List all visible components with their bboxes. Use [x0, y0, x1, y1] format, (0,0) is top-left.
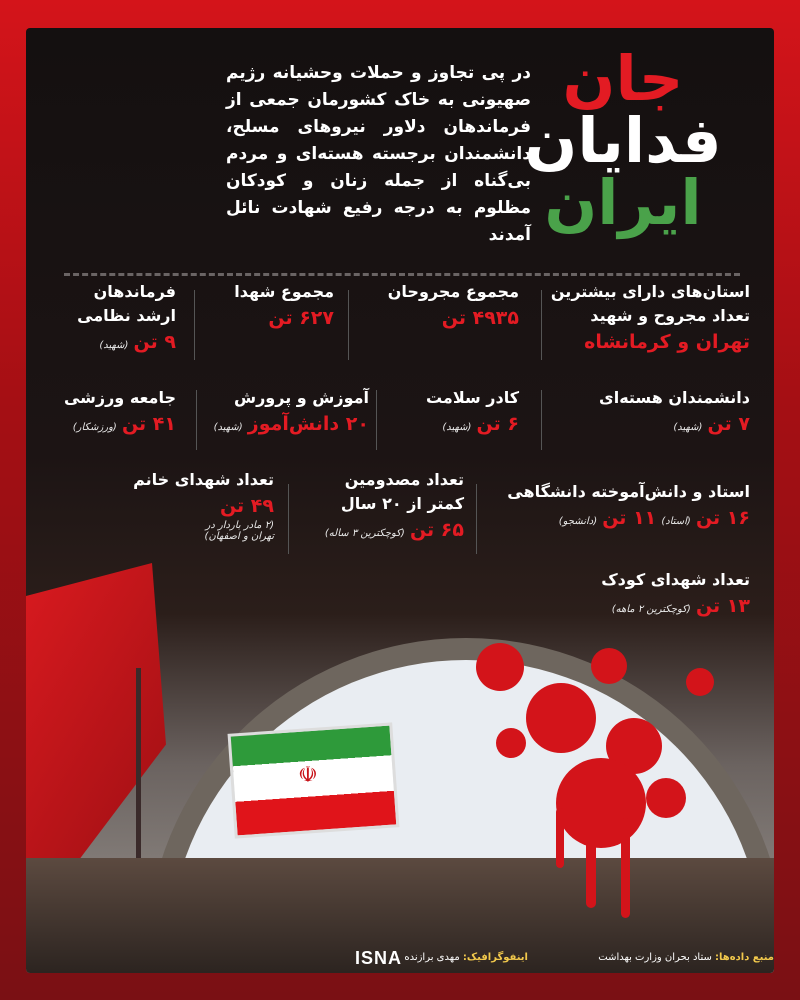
source-label: منبع داده‌ها: — [715, 952, 774, 963]
university-note-2: (دانشجو) — [558, 516, 598, 527]
divider — [288, 484, 289, 554]
scientists-note: (شهید) — [673, 422, 703, 433]
sports-note: (ورزشکار) — [72, 422, 117, 433]
scientists-value: ۷ تن — [707, 413, 750, 435]
injured-value: ۴۹۳۵ تن — [441, 307, 519, 329]
injured-label: مجموع مجروحان — [387, 282, 519, 301]
children-label: تعداد شهدای کودک — [601, 570, 750, 589]
education-label: آموزش و پرورش — [234, 388, 369, 407]
provinces-label-1: استان‌های دارای بیشترین — [550, 282, 750, 301]
education-note: (شهید) — [213, 422, 243, 433]
blood-drip — [621, 818, 630, 918]
under20-note: (کوچکترین ۳ ساله) — [324, 528, 405, 539]
intro-text: در پی تجاوز و حملات وحشیانه رژیم صهیونی به خاک کشورمان جمعی از فرماندهان دلاور نیروهای مسلح، دانشمندان برجسته هسته‌ای و مردم بی‌گناه از جمله زنان و کودکان مظلوم به درجه رفیع شهادت نائل آمدند — [226, 63, 531, 245]
under20-label-1: تعداد مصدومین — [344, 470, 464, 489]
university-note-1: (استاد) — [661, 516, 691, 527]
education-value: ۲۰ دانش‌آموز — [247, 413, 369, 435]
stat-commanders — [56, 280, 176, 356]
university-label: استاد و دانش‌آموخته دانشگاهی — [507, 482, 750, 501]
stat-provinces — [550, 280, 750, 356]
blood-splatter — [476, 643, 524, 691]
under20-value: ۶۵ تن — [409, 519, 464, 541]
blood-splatter — [591, 648, 627, 684]
blood-drip — [586, 838, 596, 908]
commanders-value: ۹ تن — [133, 331, 176, 353]
stat-under20 — [294, 468, 464, 544]
iran-emblem-icon: ☫ — [298, 763, 318, 788]
divider — [196, 390, 197, 450]
stat-education — [194, 386, 369, 438]
main-title — [508, 42, 738, 239]
stat-scientists — [570, 386, 750, 438]
women-value: ۴۹ تن — [219, 495, 274, 517]
women-note-1: (۲ مادر باردار در — [205, 520, 274, 531]
blood-splatter — [646, 778, 686, 818]
children-value: ۱۳ تن — [695, 595, 750, 617]
title-line-1: جان — [562, 42, 684, 115]
red-flag — [26, 563, 166, 893]
source-credit — [598, 952, 774, 963]
university-value-2: ۱۱ تن — [602, 507, 657, 529]
university-value-1: ۱۶ تن — [695, 507, 750, 529]
designer-label: اینفوگرافیک: — [462, 952, 528, 963]
commanders-label-2: ارشد نظامی — [77, 306, 176, 325]
provinces-label-2: تعداد مجروح و شهید — [590, 306, 750, 325]
stat-injured — [359, 280, 519, 332]
women-note-2: تهران و اصفهان) — [204, 531, 274, 542]
blood-splatter — [556, 758, 646, 848]
health-note: (شهید) — [442, 422, 472, 433]
provinces-value: تهران و کرمانشاه — [584, 331, 750, 353]
sports-value: ۴۱ تن — [121, 413, 176, 435]
designer-name: مهدی برازنده — [404, 952, 460, 963]
dashed-separator — [64, 273, 740, 276]
blood-splatter — [526, 683, 596, 753]
designer-credit — [404, 952, 528, 963]
blood-splatter — [686, 668, 714, 696]
martyrs-label: مجموع شهدا — [234, 282, 334, 301]
scientists-label: دانشمندان هسته‌ای — [599, 388, 750, 407]
divider — [541, 290, 542, 360]
source-name: ستاد بحران وزارت بهداشت — [598, 952, 712, 963]
stat-university — [490, 480, 750, 532]
health-label: کادر سلامت — [425, 388, 519, 407]
divider — [476, 484, 477, 554]
commanders-note: (شهید) — [99, 340, 129, 351]
martyrs-value: ۶۲۷ تن — [268, 307, 334, 329]
divider — [348, 290, 349, 360]
women-label: تعداد شهدای خانم — [133, 470, 274, 489]
stat-women — [114, 468, 274, 542]
infographic-panel — [26, 28, 774, 973]
divider — [194, 290, 195, 360]
stat-health — [379, 386, 519, 438]
under20-label-2: کمتر از ۲۰ سال — [340, 494, 464, 513]
blood-drip — [556, 808, 564, 868]
stat-sports — [46, 386, 176, 438]
sports-label: جامعه ورزشی — [63, 388, 176, 407]
commanders-label-1: فرماندهان — [93, 282, 176, 301]
title-line-2: فدایان — [524, 104, 722, 177]
isna-logo: ISNA — [355, 948, 403, 968]
stat-children — [550, 568, 750, 620]
blood-splatter — [496, 728, 526, 758]
children-note: (کوچکترین ۲ ماهه) — [611, 604, 691, 615]
divider — [376, 390, 377, 450]
title-line-3: ایران — [544, 166, 702, 239]
divider — [541, 390, 542, 450]
stat-martyrs — [214, 280, 334, 332]
health-value: ۶ تن — [476, 413, 519, 435]
